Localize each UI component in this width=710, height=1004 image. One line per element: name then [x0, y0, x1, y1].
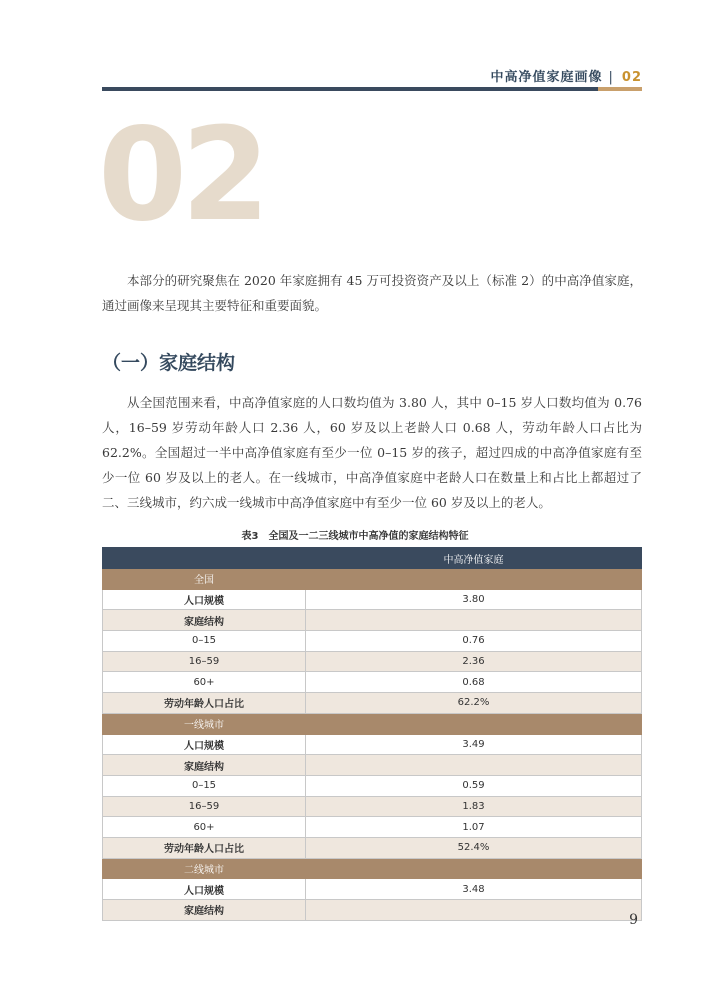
page-number: 9 — [629, 912, 638, 928]
table-cell-value: 2.36 — [306, 651, 642, 672]
table-row — [103, 817, 642, 838]
table-cell-value: 52.4% — [306, 837, 642, 858]
table-group-row — [103, 569, 642, 590]
table-header-cell-label — [103, 548, 306, 569]
table-cell-label: 人口规模 — [103, 589, 306, 610]
table-cell-label: 0–15 — [103, 775, 306, 796]
table-row — [103, 651, 642, 672]
table-cell-label: 家庭结构 — [103, 610, 306, 631]
table-cell-label: 60+ — [103, 817, 306, 838]
header-rule-accent — [598, 87, 642, 91]
table-cell-value — [306, 900, 642, 921]
table-row — [103, 734, 642, 755]
header-rule — [102, 87, 642, 91]
table-row — [103, 693, 642, 714]
table-cell-value — [306, 569, 642, 590]
section-title: （一）家庭结构 — [102, 352, 236, 374]
table-cell-label: 16–59 — [103, 651, 306, 672]
table-cell-label: 二线城市 — [103, 858, 306, 879]
table-group-row — [103, 858, 642, 879]
table-cell-value — [306, 713, 642, 734]
table-cell-value: 3.80 — [306, 589, 642, 610]
running-header-separator: | — [608, 70, 614, 85]
table-cell-value: 0.68 — [306, 672, 642, 693]
table-cell-value: 3.48 — [306, 879, 642, 900]
table-body — [103, 569, 642, 921]
table-header-row — [103, 548, 642, 569]
table-cell-label: 家庭结构 — [103, 900, 306, 921]
table-cell-value: 0.59 — [306, 775, 642, 796]
chapter-big-number: 02 — [98, 101, 265, 250]
table-cell-label: 60+ — [103, 672, 306, 693]
section-paragraph: 从全国范围来看，中高净值家庭的人口数均值为 3.80 人，其中 0–15 岁人口数均值为 0.76 人，16–59 岁劳动年龄人口 2.36 人，60 岁及以上老龄人口 0.68 人，劳动年龄人口占比为 62.2%。全国超过一半中高净值家庭有至少一位 0–15 岁的孩子，超过四成的中高净值家庭有至少一位 60 岁及以上的老人。在一线城市，中高净值家庭中老龄人口在数量上和占比上都超过了二、三线城市，约六成一线城市中高净值家庭中有至少一位 60 岁及以上的老人。 — [102, 395, 642, 510]
table-cell-label: 人口规模 — [103, 734, 306, 755]
running-header — [491, 66, 643, 85]
table-cell-value: 1.83 — [306, 796, 642, 817]
table-row — [103, 837, 642, 858]
table-cell-value — [306, 755, 642, 776]
table-cell-label: 全国 — [103, 569, 306, 590]
table-row — [103, 775, 642, 796]
table-row — [103, 755, 642, 776]
table-row — [103, 631, 642, 652]
table-row — [103, 900, 642, 921]
table-cell-value: 0.76 — [306, 631, 642, 652]
running-header-title: 中高净值家庭画像 — [490, 70, 603, 85]
table-cell-value: 62.2% — [306, 693, 642, 714]
table-cell-value: 1.07 — [306, 817, 642, 838]
table-row — [103, 879, 642, 900]
family-structure-table — [102, 547, 642, 921]
table-cell-label: 人口规模 — [103, 879, 306, 900]
table-row — [103, 589, 642, 610]
table-header-cell-value: 中高净值家庭 — [306, 548, 642, 569]
table-group-row — [103, 713, 642, 734]
table-cell-label: 16–59 — [103, 796, 306, 817]
table-cell-label: 一线城市 — [103, 713, 306, 734]
table-cell-label: 劳动年龄人口占比 — [103, 837, 306, 858]
table-cell-label: 劳动年龄人口占比 — [103, 693, 306, 714]
table-cell-value — [306, 858, 642, 879]
table-cell-value: 3.49 — [306, 734, 642, 755]
table-row — [103, 672, 642, 693]
table-row — [103, 610, 642, 631]
table-cell-label: 0–15 — [103, 631, 306, 652]
running-header-chapter-number: 02 — [621, 70, 642, 85]
table-cell-label: 家庭结构 — [103, 755, 306, 776]
table-caption: 表3 全国及一二三线城市中高净值的家庭结构特征 — [241, 531, 469, 542]
intro-paragraph: 本部分的研究聚焦在 2020 年家庭拥有 45 万可投资资产及以上（标准 2）的中高净值家庭，通过画像来呈现其主要特征和重要面貌。 — [102, 273, 642, 313]
table-cell-value — [306, 610, 642, 631]
table-row — [103, 796, 642, 817]
